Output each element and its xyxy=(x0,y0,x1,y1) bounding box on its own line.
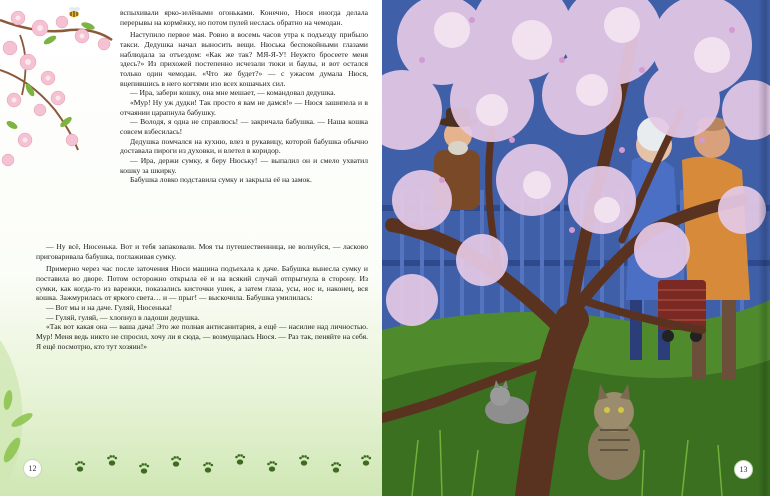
paw-print-icon xyxy=(203,462,213,473)
paw-print-icon xyxy=(107,455,117,466)
paw-print-icon xyxy=(267,461,277,472)
paragraph: — Вот мы и на даче. Гуляй, Нюсенька! xyxy=(46,302,173,312)
garden-illustration xyxy=(382,0,770,496)
paw-print-icon xyxy=(75,461,85,472)
paragraph: Наступило первое мая. Ровно в восемь часов утра к подъезду прибыло такси. Дедушка начал выносить вещи. Нюська беспокойными глазами наблюдала за отъездом: «Как же так? МЯ-Я-У! Неужто бросеете меня здесь?» Из прихожей постепенно исчезали тюки и баулы, и вот остался только один чемодан. «Что же будет?» — с ужасом думала Нюся, вцепившись в него когтями изо всех кошачьих сил. xyxy=(120,30,368,88)
paw-print-icon xyxy=(299,455,309,466)
story-text-lower xyxy=(36,242,368,351)
paw-print-icon xyxy=(139,463,149,474)
paw-print-icon xyxy=(331,462,341,473)
blossom-branch-decoration xyxy=(0,0,115,200)
page-gutter xyxy=(758,0,770,496)
paw-print-icon xyxy=(361,455,371,466)
paragraph: Дедушка помчался на кухню, влез в рукавицу, которой бабушка обычно доставала пироги из духовки, и влетел в коридор. xyxy=(120,136,368,156)
page-number-right: 13 xyxy=(734,460,753,479)
story-text-upper xyxy=(120,8,368,185)
paragraph: — Володя, я одна не справлюсь! — закричала бабушка. — Наша кошка совсем взбесилась! xyxy=(120,117,368,136)
page-number-left: 12 xyxy=(23,459,42,478)
paw-print-icon xyxy=(235,454,245,465)
paragraph: — Ира, забери кошку, она мне мешает, — командовал дедушка. xyxy=(130,88,336,98)
paragraph: — Гуляй, гуляй, — хлопнул в ладоши дедушка. xyxy=(46,312,200,322)
right-page-illustration xyxy=(382,0,770,496)
paragraph: Бабушка ловко подставила сумку и закрыла её на замок. xyxy=(130,175,312,185)
paragraph: Примерно через час после заточения Нюси машина подъехала к даче. Бабушка вынесла сумку и поставила во дворе. Потом осторожно открыла её и на всякий случай отпрыгнула в сторону. Из сумки, как когда-то из варежки, показались кисточки ушек, а затем глаза, усы, нос и, наконец, вся кошка. Зажмурилась от яркого света… и — прыг! — выскочила. Бабушка умилилась: xyxy=(36,264,368,303)
paw-print-icon xyxy=(171,456,181,467)
paw-print-row xyxy=(40,452,375,476)
paragraph: — Ну всё, Нюсенька. Вот и тебя запаковали. Моя ты путешественница, не волнуйся, — ласково приговаривала бабушка, поглаживая сумку. xyxy=(36,242,368,261)
paragraph: «Так вот какая она — ваша дача! Это же полная антисанитария, а ещё — насилие над личностью. Мур! Меня ведь никто не спросил, хочу ли я сюда, — возмущалась Нюся. — Раз так, пеняйте на себя. Я ещё посмотрю, кто тут хозяин!» xyxy=(36,322,368,351)
paragraph: «Мур! Ну уж дудки! Так просто я вам не дамся!» — Нюся зашипела и в отчаянии царапнула бабушку. xyxy=(120,97,368,117)
paragraph: вспыхивали ярко-зелёными огоньками. Конечно, Нюся иногда делала перерывы на кормёжку, но потом пулей неслась обратно на чемодан. xyxy=(120,8,368,27)
bee-icon xyxy=(69,7,80,17)
left-page xyxy=(0,0,382,496)
paragraph: — Ира, держи сумку, я беру Нюську! — выпалил он и смело ухватил кошку за шкирку. xyxy=(120,155,368,175)
